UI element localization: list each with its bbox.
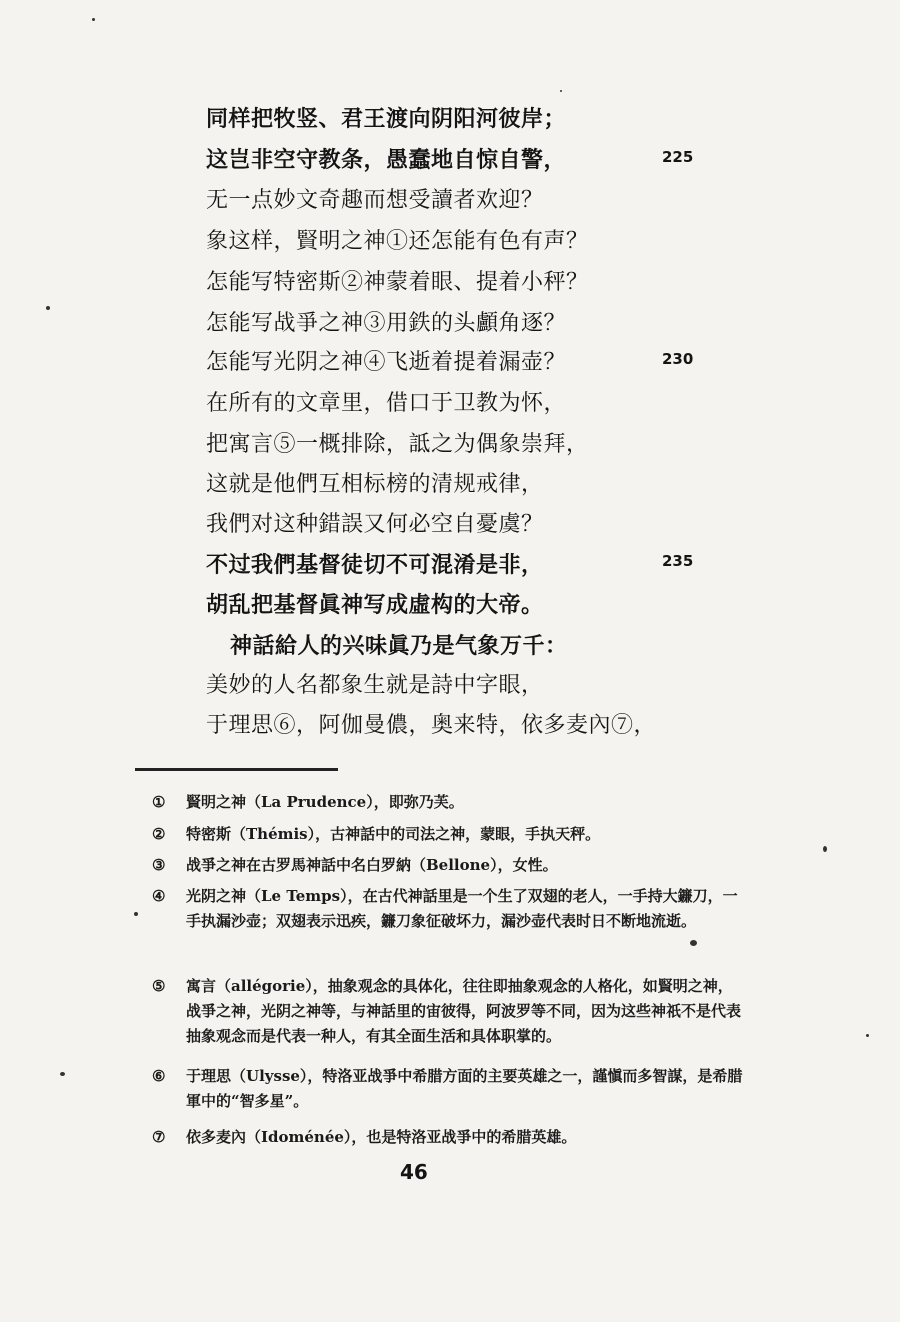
footnote-mark: ⑥ [152, 1067, 166, 1085]
line-number-225: 225 [662, 148, 694, 166]
footnote-mark: ⑤ [152, 977, 166, 995]
poem-line-13: 胡乱把基督眞神写成虛构的大帝。 [206, 592, 544, 618]
poem-line-6: 怎能写战爭之神③用鉄的头顱角逐？ [206, 311, 567, 336]
poem-line-11: 我們对这种錯誤又何必空自憂虞？ [206, 512, 544, 537]
poem-line-8: 在所有的文章里，借口于卫教为怀， [206, 391, 567, 416]
footnote-2 [152, 822, 746, 847]
poem-line-12: 不过我們基督徒切不可混淆是非， [206, 552, 544, 578]
footnote-6 [152, 1064, 746, 1114]
footnote-7 [152, 1125, 746, 1150]
poem-line-9: 把寓言⑤一概排除，詆之为偶象崇拜， [206, 432, 589, 457]
poem-line-5: 怎能写特密斯②神蒙着眼、提着小秤？ [206, 270, 589, 295]
poem-line-16: 于理思⑥，阿伽曼儂，奥来特，依多麦內⑦， [206, 713, 657, 738]
footnote-4 [152, 884, 746, 934]
poem-line-7: 怎能写光阴之神④飞逝着提着漏壶？ [206, 350, 567, 375]
footnote-mark: ② [152, 825, 166, 843]
footnote-text: 光阴之神（Le Temps），在古代神話里是一个生了双翅的老人，一手持大鐮刀，一手执漏沙壶；双翅表示迅疾，鐮刀象征破坏力，漏沙壶代表时日不断地流逝。 [186, 887, 738, 930]
footnote-divider [135, 768, 338, 771]
page-number: 46 [400, 1160, 428, 1184]
footnote-text: 賢明之神（La Prudence），即弥乃芙。 [186, 793, 464, 811]
footnote-mark: ③ [152, 856, 166, 874]
footnote-text: 特密斯（Thémis），古神話中的司法之神，蒙眼，手执天秤。 [186, 825, 601, 843]
poem-line-3: 无一点妙文奇趣而想受讀者欢迎？ [206, 188, 544, 213]
scan-speck [46, 306, 50, 310]
poem-line-10: 这就是他們互相标榜的清规戒律， [206, 472, 544, 497]
footnote-text: 寓言（allégorie），抽象观念的具体化，往往即抽象观念的人格化，如賢明之神，战爭之神，光阴之神等，与神話里的宙彼得，阿波罗等不同，因为这些神祇不是代表抽象观念而是代表一种人，有其全面生活和具体职掌的。 [186, 977, 742, 1045]
scan-speck [134, 912, 138, 916]
footnote-text: 依多麦內（Idoménée），也是特洛亚战爭中的希腊英雄。 [186, 1128, 577, 1146]
footnote-mark: ④ [152, 887, 166, 905]
scan-speck [92, 18, 95, 21]
footnote-text: 战爭之神在古罗馬神話中名白罗納（Bellone），女性。 [186, 856, 558, 874]
line-number-230: 230 [662, 350, 694, 368]
poem-line-15: 美妙的人名都象生就是詩中字眼， [206, 673, 544, 698]
poem-line-2: 这岂非空守教条，愚蠢地自惊自警， [206, 147, 567, 173]
scan-speck [823, 846, 827, 852]
footnote-5 [152, 974, 746, 1049]
poem-line-1: 同样把牧竖、君王渡向阴阳河彼岸； [206, 106, 567, 132]
footnote-3 [152, 853, 746, 878]
poem-line-14: 神話給人的兴味眞乃是气象万千： [230, 633, 568, 659]
poem-line-4: 象这样，賢明之神①还怎能有色有声？ [206, 229, 589, 254]
scan-speck [560, 90, 562, 92]
scan-speck [866, 1034, 869, 1037]
footnote-mark: ① [152, 793, 166, 811]
footnote-text: 于理思（Ulysse），特洛亚战爭中希腊方面的主要英雄之一，謹愼而多智謀，是希腊軍中的“智多星”。 [186, 1067, 743, 1110]
line-number-235: 235 [662, 552, 694, 570]
scan-speck [690, 940, 697, 946]
footnote-mark: ⑦ [152, 1128, 166, 1146]
scan-speck [60, 1072, 65, 1076]
footnote-1 [152, 790, 746, 815]
